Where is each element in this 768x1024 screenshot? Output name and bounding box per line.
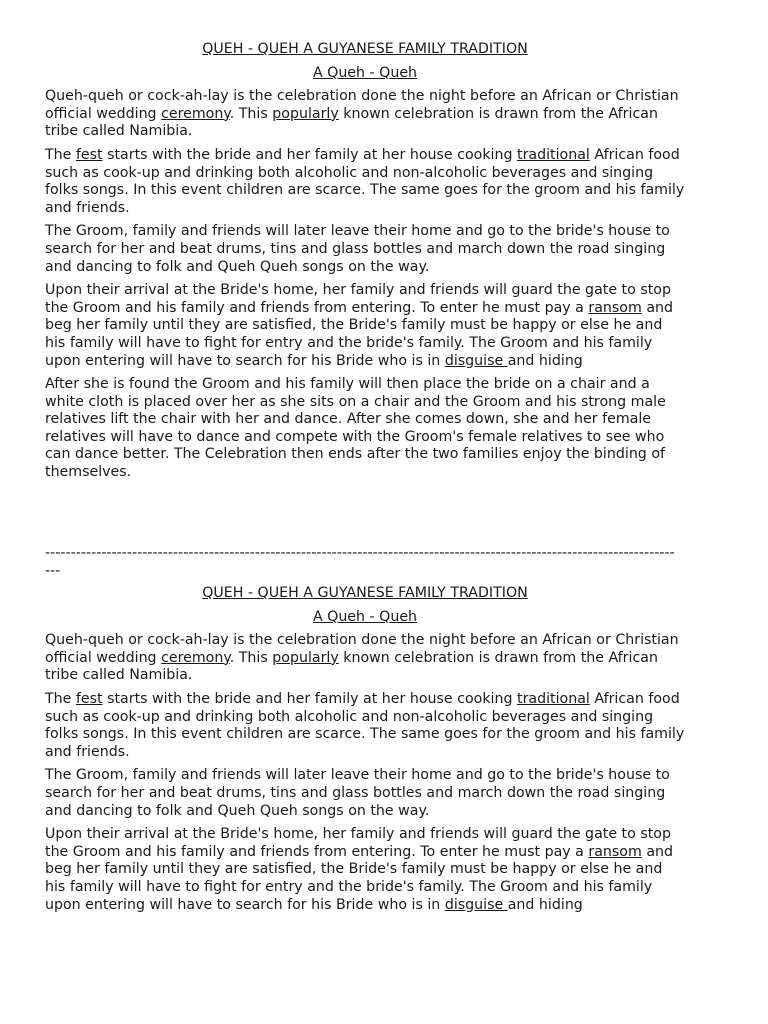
underlined-word: traditional: [517, 146, 590, 163]
underlined-word: disguise: [444, 896, 508, 913]
text-run: The: [45, 690, 76, 707]
section-2: [45, 585, 685, 920]
text-run: and hiding: [507, 896, 583, 913]
paragraph-arrival: [45, 826, 685, 914]
paragraph-ending: After she is found the Groom and his family will then place the bride on a chair and a white cloth is placed over her as she sits on a chair and the Groom and his strong male relatives lift the chair with her and dance. After she comes down, she and her female relatives will have to dance and compete with the Groom's female relatives to see who can dance better. The Celebration then ends after the two families enjoy the binding of themselves.: [45, 376, 666, 481]
document-title: QUEH - QUEH A GUYANESE FAMILY TRADITION: [202, 41, 528, 57]
text-run: African food such as cook-up and drinking both alcoholic and non-alcoholic beverages and singing folks songs. In this event children are scarce. The same goes for the groom and his family and friends.: [45, 146, 685, 216]
underlined-word: ceremony: [161, 649, 230, 666]
section-1: [45, 41, 685, 488]
document-title: QUEH - QUEH A GUYANESE FAMILY TRADITION: [202, 585, 528, 601]
text-run: . This: [229, 649, 273, 666]
dashed-divider: ------------------------------------------------------------------------------------------------------------------------------: [45, 545, 675, 579]
text-run: . This: [229, 105, 273, 122]
underlined-word: disguise: [444, 352, 508, 369]
paragraph-arrival: [45, 282, 685, 370]
paragraph-intro: [45, 632, 685, 685]
underlined-word: ceremony: [161, 105, 230, 122]
underlined-word: ransom: [588, 843, 642, 860]
text-run: The: [45, 146, 76, 163]
text-run: and hiding: [507, 352, 583, 369]
document-subtitle: A Queh - Queh: [312, 608, 418, 625]
underlined-word: fest: [75, 146, 103, 163]
document-subtitle: A Queh - Queh: [312, 64, 418, 81]
paragraph-groom-march: The Groom, family and friends will later leave their home and go to the bride's house to search for her and beat drums, tins and glass bottles and march down the road singing and dancing to folk and Queh Queh songs on the way.: [45, 223, 670, 275]
text-run: Queh-queh or cock-ah-lay is the celebration done the night before an African or Christian official wedding: [45, 632, 679, 666]
text-run: starts with the bride and her family at her house cooking: [102, 146, 517, 163]
paragraph-groom-march: The Groom, family and friends will later leave their home and go to the bride's house to search for her and beat drums, tins and glass bottles and march down the road singing and dancing to folk and Queh Queh songs on the way.: [45, 767, 670, 819]
underlined-word: traditional: [517, 690, 590, 707]
paragraph-fest: [45, 147, 685, 217]
text-run: known celebration is drawn from the African tribe called Namibia.: [45, 649, 658, 684]
paragraph-fest: [45, 691, 685, 761]
text-run: starts with the bride and her family at her house cooking: [102, 690, 517, 707]
text-run: and beg her family until they are satisfied, the Bride's family must be happy or else he and his family will have to fight for entry and the bride's family. The Groom and his family upon entering will have to search for his Bride who is in: [45, 299, 674, 369]
underlined-word: ransom: [588, 299, 642, 316]
text-run: known celebration is drawn from the African tribe called Namibia.: [45, 105, 658, 140]
text-run: and beg her family until they are satisfied, the Bride's family must be happy or else he and his family will have to fight for entry and the bride's family. The Groom and his family upon entering will have to search for his Bride who is in: [45, 843, 674, 913]
text-run: Upon their arrival at the Bride's home, her family and friends will guard the gate to stop the Groom and his family and friends from entering. To enter he must pay a: [45, 826, 671, 860]
text-run: Upon their arrival at the Bride's home, her family and friends will guard the gate to stop the Groom and his family and friends from entering. To enter he must pay a: [45, 282, 671, 316]
underlined-word: popularly: [272, 105, 339, 122]
underlined-word: popularly: [272, 649, 339, 666]
paragraph-intro: [45, 88, 685, 141]
text-run: African food such as cook-up and drinking both alcoholic and non-alcoholic beverages and singing folks songs. In this event children are scarce. The same goes for the groom and his family and friends.: [45, 690, 685, 760]
text-run: Queh-queh or cock-ah-lay is the celebration done the night before an African or Christian official wedding: [45, 88, 679, 122]
underlined-word: fest: [75, 690, 103, 707]
